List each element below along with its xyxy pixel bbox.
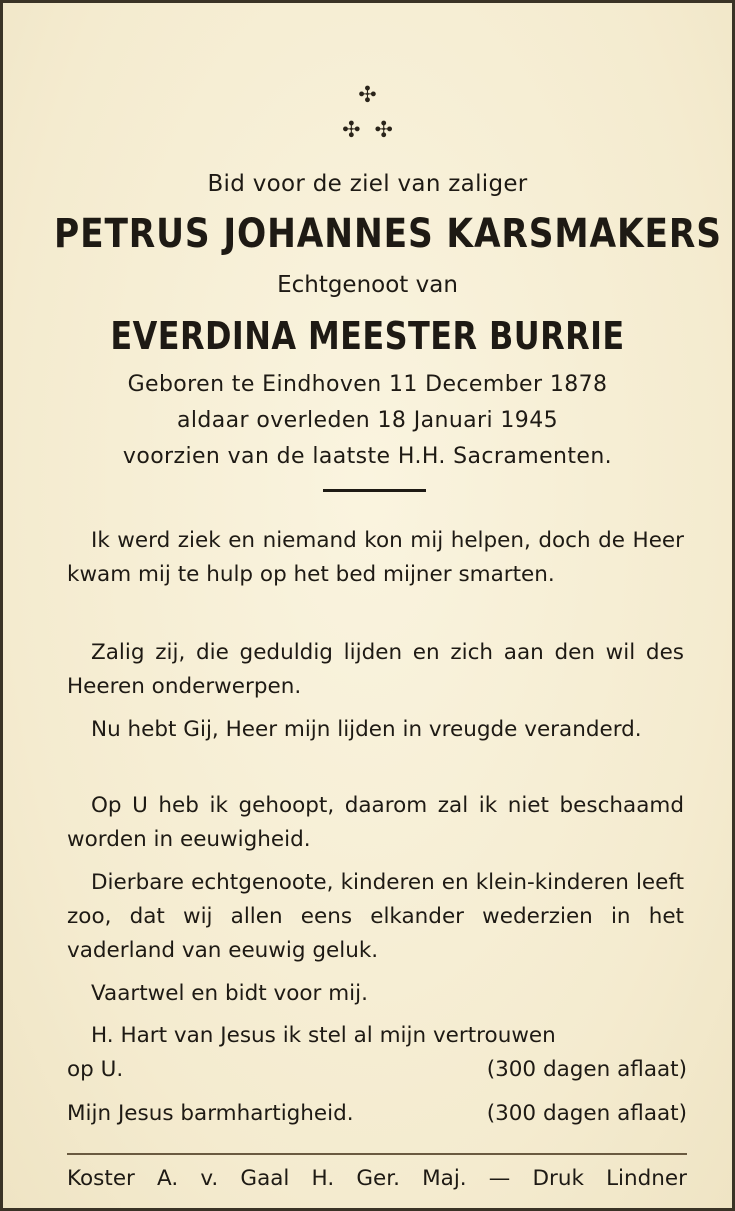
verse: Nu hebt Gij, Heer mijn lijden in vreugde veranderd. (91, 717, 642, 742)
pray-line: Bid voor de ziel van zaliger (207, 171, 528, 197)
verse: Dierbare echtgenoote, kinderen en klein-kinderen leeft zoo, dat wij allen eens elkander wederzien in het vaderland van eeuwig geluk. (67, 870, 684, 963)
birth-line: Geboren te Eindhoven 11 December 1878 (127, 372, 608, 397)
double-cross-icon: ✣✣ (342, 118, 407, 143)
divider (323, 489, 426, 492)
prayer-text: op U. (67, 1057, 124, 1082)
verse: H. Hart van Jesus ik stel al mijn vertrouwen (91, 1023, 556, 1048)
cross-icon: ✣ (358, 83, 377, 108)
prayer-row (67, 1097, 687, 1131)
spouse-name: EVERDINA MEESTER BURRIE (110, 314, 625, 358)
deceased-name: PETRUS JOHANNES KARSMAKERS (54, 211, 722, 257)
death-line: aldaar overleden 18 Januari 1945 (177, 408, 558, 433)
sacraments-line: voorzien van de laatste H.H. Sacramenten. (122, 444, 613, 469)
verse: Ik werd ziek en niemand kon mij helpen, doch de Heer kwam mij te hulp op het bed mijner smarten. (67, 528, 684, 587)
footer-divider (67, 1153, 687, 1155)
prayer-text: Mijn Jesus barmhartigheid. (67, 1101, 354, 1126)
spouse-intro: Echtgenoot van (277, 272, 458, 298)
verse: Zalig zij, die geduldig lijden en zich aan den wil des Heeren onderwerpen. (67, 640, 684, 699)
verse: Op U heb ik gehoopt, daarom zal ik niet beschaamd worden in eeuwigheid. (67, 793, 684, 852)
indulgence-note: (300 dagen aflaat) (486, 1057, 687, 1082)
verse: Vaartwel en bidt voor mij. (91, 981, 368, 1006)
indulgence-note: (300 dagen aflaat) (486, 1101, 687, 1126)
prayer-row (67, 1053, 687, 1087)
printer-line: Koster A. v. Gaal H. Ger. Maj. — Druk Lindner (67, 1166, 687, 1191)
